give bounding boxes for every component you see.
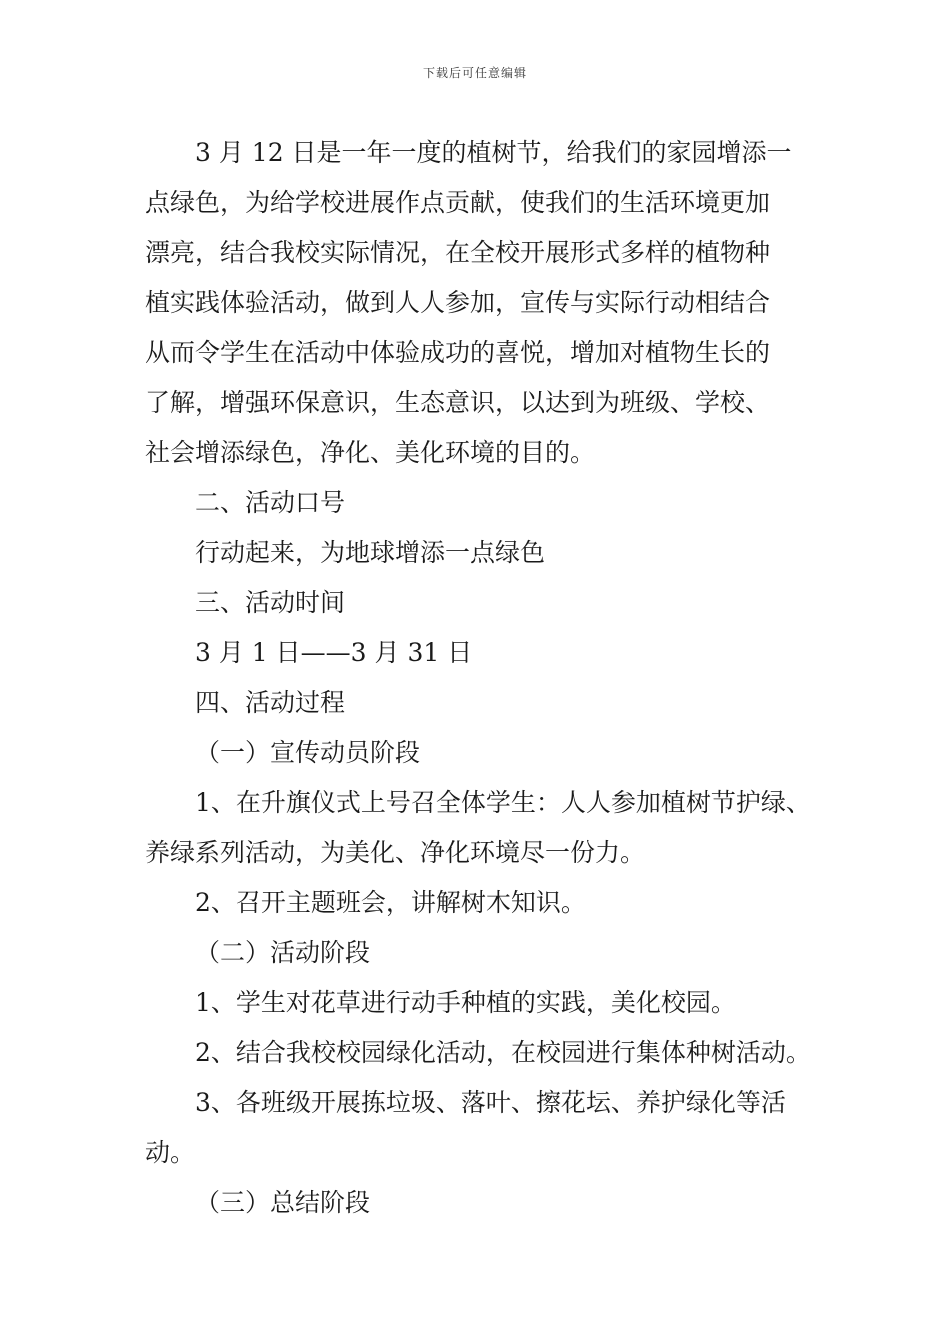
section-heading: 三、活动时间	[195, 588, 346, 617]
paragraph-line: 了解，增强环保意识，生态意识，以达到为班级、学校、	[145, 388, 771, 417]
document-body	[145, 128, 815, 1228]
paragraph-line: 漂亮，结合我校实际情况，在全校开展形式多样的植物种	[145, 238, 771, 267]
subsection-heading: （三）总结阶段	[195, 1188, 371, 1217]
paragraph-line: 从而令学生在活动中体验成功的喜悦，增加对植物生长的	[145, 338, 771, 367]
section-heading: 四、活动过程	[195, 688, 346, 717]
paragraph-line: 点绿色，为给学校进展作点贡献，使我们的生活环境更加	[145, 188, 771, 217]
list-item-line: 3、各班级开展拣垃圾、落叶、擦花坛、养护绿化等活	[195, 1088, 786, 1117]
paragraph-line: 社会增添绿色，净化、美化环境的目的。	[145, 438, 596, 467]
slogan-line: 行动起来，为地球增添一点绿色	[195, 538, 546, 567]
subsection-heading: （一）宣传动员阶段	[195, 738, 421, 767]
page-header: 下载后可任意编辑	[422, 66, 527, 80]
paragraph-line: 植实践体验活动，做到人人参加，宣传与实际行动相结合	[145, 288, 771, 317]
list-item-line: 2、结合我校校园绿化活动，在校园进行集体种树活动。	[195, 1038, 811, 1067]
list-item-line: 1、学生对花草进行动手种植的实践，美化校园。	[195, 988, 736, 1017]
list-item-line: 养绿系列活动，为美化、净化环境尽一份力。	[145, 838, 646, 867]
date-range-line: 3 月 1 日——3 月 31 日	[195, 638, 473, 667]
section-heading: 二、活动口号	[195, 488, 346, 517]
list-item-line: 动。	[145, 1138, 196, 1167]
list-item-line: 1、在升旗仪式上号召全体学生：人人参加植树节护绿、	[195, 788, 811, 817]
paragraph-line: 3 月 12 日是一年一度的植树节，给我们的家园增添一	[195, 138, 792, 167]
subsection-heading: （二）活动阶段	[195, 938, 371, 967]
list-item-line: 2、召开主题班会，讲解树木知识。	[195, 888, 586, 917]
